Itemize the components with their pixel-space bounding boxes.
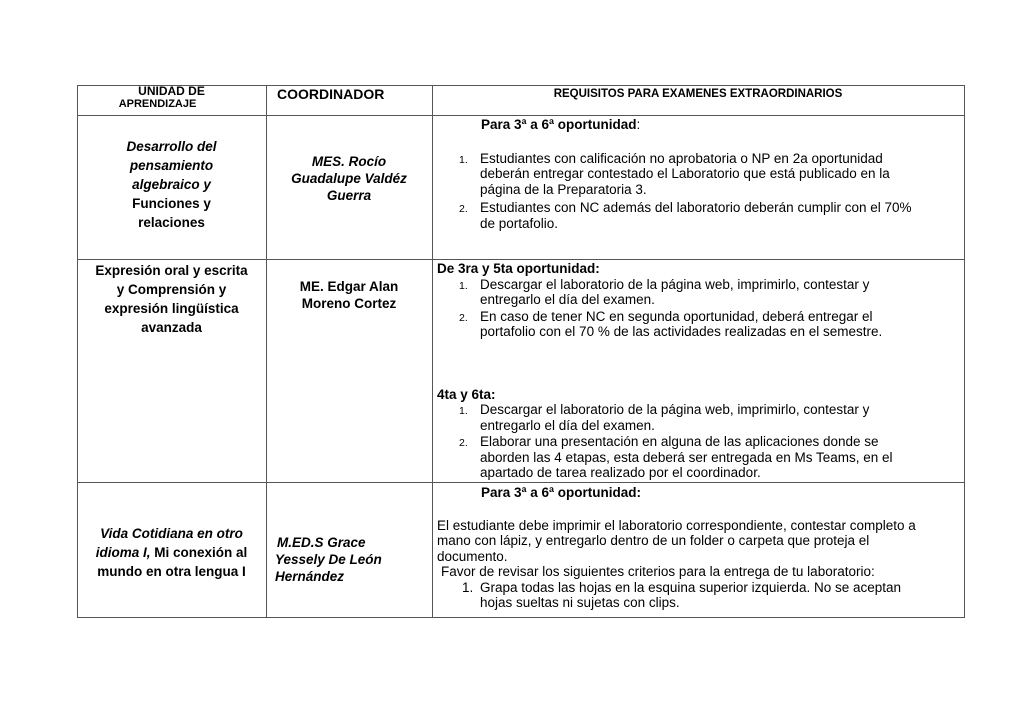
list-number: 1. xyxy=(459,279,468,292)
list-number: 2. xyxy=(459,203,468,215)
list-line: página de la Preparatoria 3. xyxy=(480,181,647,197)
list-item xyxy=(437,200,961,231)
coordinator-line: Yessely De León xyxy=(275,552,382,567)
unit-line: Expresión oral y escrita xyxy=(95,263,248,278)
list-line: entregarlo el día del examen. xyxy=(480,417,655,433)
list-number: 1. xyxy=(459,405,468,417)
list-line: aborden las 4 etapas, esta deberá ser entregada en Ms Teams, en el xyxy=(480,449,893,465)
requirements-cell xyxy=(437,117,961,231)
list-item xyxy=(437,277,961,308)
unit-line xyxy=(77,524,266,543)
coordinator-cell xyxy=(266,278,432,312)
list-line: Estudiantes con calificación no aprobatoria o NP en 2a oportunidad xyxy=(480,150,883,166)
list-line: deberán entregar contestado el Laboratorio que está publicado en la xyxy=(480,166,890,181)
unit-line: relaciones xyxy=(138,215,205,230)
coordinator-line: Hernández xyxy=(275,569,345,584)
coordinator-line: Moreno Cortez xyxy=(301,296,397,311)
unit-cell xyxy=(77,524,266,581)
coordinator-line: Guadalupe Valdéz xyxy=(291,171,407,186)
list-item xyxy=(437,402,961,433)
requirements-cell xyxy=(437,261,961,481)
unit-line: Funciones y xyxy=(132,196,211,211)
row-divider xyxy=(77,259,965,260)
list-line: apartado de tarea realizado por el coordinador. xyxy=(480,465,761,480)
coordinator-line: Guerra xyxy=(326,188,372,203)
list-line: Descargar el laboratorio de la página web, imprimirlo, contestar y xyxy=(480,276,870,292)
list-line: portafolio con el 70 % de las actividades realizadas en el semestre. xyxy=(480,324,883,339)
paragraph-line: documento. xyxy=(437,548,508,564)
list-line: Elaborar una presentación en alguna de las aplicaciones donde se xyxy=(480,434,879,449)
coordinator-cell xyxy=(275,534,425,585)
unit-cell xyxy=(77,137,266,232)
unit-line: y Comprensión y xyxy=(116,282,227,297)
list-line: entregarlo el día del examen. xyxy=(480,292,655,307)
unit-line: expresión lingüística xyxy=(104,301,239,316)
list-number: 2. xyxy=(459,437,468,449)
header-coordinador: COORDINADOR xyxy=(277,86,385,102)
paragraph xyxy=(437,518,961,565)
header-requisitos: REQUISITOS PARA EXAMENES EXTRAORDINARIOS xyxy=(553,88,843,100)
coordinator-line: ME. Edgar Alan xyxy=(299,279,399,294)
unit-line xyxy=(77,562,266,581)
table-border-right xyxy=(964,85,965,617)
header-unidad-line: UNIDAD DE xyxy=(138,84,205,98)
list-item xyxy=(437,580,961,611)
unit-line: algebraico y xyxy=(132,177,211,192)
unit-line-italic: Vida Cotidiana en otro xyxy=(100,526,243,541)
criteria-note: Favor de revisar los siguientes criterios para la entrega de tu laboratorio: xyxy=(441,564,875,579)
unit-line-normal: mundo en otra lengua I xyxy=(97,564,246,579)
list-line: Grapa todas las hojas en la esquina superior izquierda. No se aceptan xyxy=(480,579,902,595)
unit-line-italic: idioma I, xyxy=(95,545,151,560)
unit-line xyxy=(77,543,266,562)
list-item xyxy=(437,434,961,481)
row-divider xyxy=(77,482,965,483)
list-line: En caso de tener NC en segunda oportunidad, deberá entregar el xyxy=(480,308,873,324)
opportunity-heading: De 3ra y 5ta oportunidad: xyxy=(437,261,600,276)
unit-line: avanzada xyxy=(141,320,202,335)
list-number: 1. xyxy=(462,579,474,595)
opportunity-heading xyxy=(437,117,961,133)
requirements-cell xyxy=(437,485,961,611)
list-line: Descargar el laboratorio de la página web, imprimirlo, contestar y xyxy=(480,402,870,417)
opportunity-heading: Para 3ª a 6ª oportunidad: xyxy=(481,485,642,500)
list-number: 1. xyxy=(459,153,468,166)
header-unidad-line: APRENDIZAJE xyxy=(118,98,197,110)
list-item xyxy=(437,151,961,198)
row-divider xyxy=(77,115,965,116)
opportunity-heading: 4ta y 6ta: xyxy=(437,386,496,402)
header-unidad xyxy=(77,85,266,111)
table-border-bottom xyxy=(77,617,965,618)
paragraph-line: El estudiante debe imprimir el laboratorio correspondiente, contestar completo a xyxy=(437,517,916,533)
list-line: Estudiantes con NC además del laboratorio deberán cumplir con el 70% xyxy=(480,200,912,215)
list-number: 2. xyxy=(459,311,468,324)
coordinator-line: MES. Rocío xyxy=(311,154,387,169)
list-line: de portafolio. xyxy=(480,215,559,231)
unit-cell xyxy=(77,261,266,337)
column-divider xyxy=(432,85,433,617)
opportunity-heading-text: Para 3ª a 6ª oportunidad xyxy=(481,117,637,132)
unit-line: Desarrollo del xyxy=(126,139,217,154)
unit-line: pensamiento xyxy=(129,158,214,173)
requirements-table xyxy=(77,85,965,617)
list-line: hojas sueltas ni sujetas con clips. xyxy=(480,595,680,610)
opportunity-heading-suffix: : xyxy=(636,117,641,132)
unit-line-normal: Mi conexión al xyxy=(150,545,248,560)
paragraph-line: mano con lápiz, y entregarlo dentro de un folder o carpeta que proteja el xyxy=(437,533,870,548)
coordinator-line: M.ED.S Grace xyxy=(277,535,366,550)
list-item xyxy=(437,309,961,340)
coordinator-cell xyxy=(266,153,432,204)
